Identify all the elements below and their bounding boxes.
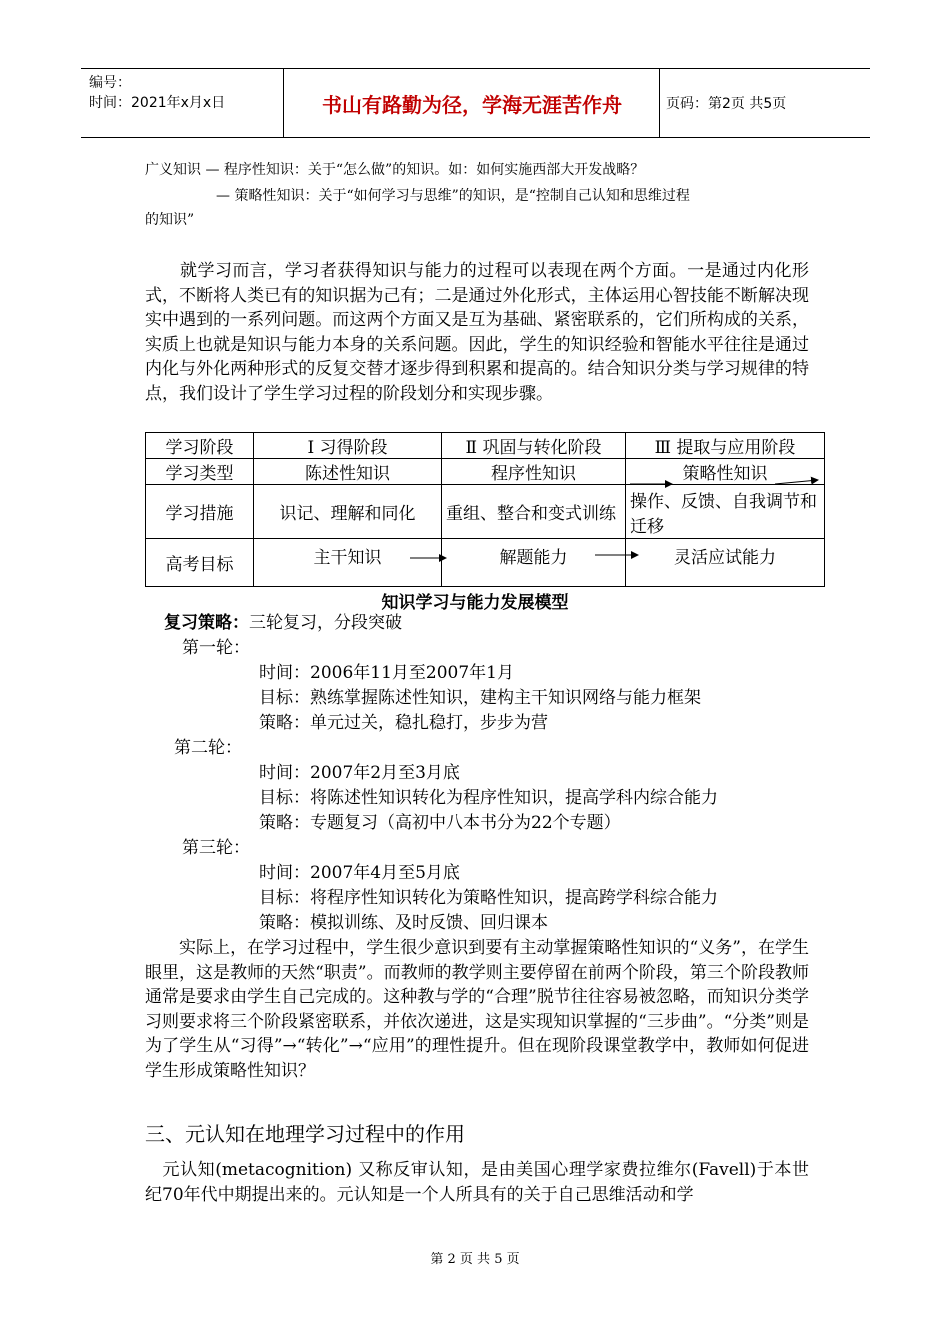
table-cell: Ⅲ 提取与应用阶段: [626, 433, 825, 459]
table-caption: 知识学习与能力发展模型: [381, 593, 569, 613]
table-cell: 学习类型: [146, 459, 254, 485]
round2-time: 时间：2007年2月至3月底: [259, 763, 460, 783]
review-label: 复习策略：: [164, 613, 249, 633]
round1-strategy: 策略：单元过关，稳扎稳打，步步为营: [259, 713, 548, 733]
table-cell: 策略性知识: [626, 459, 825, 485]
metacognition-paragraph: 元认知(metacognition) 又称反审认知，是由美国心理学家费拉维尔(Favell)于本世纪70年代中期提出来的。元认知是一个人所具有的关于自己思维活动和学: [145, 1160, 809, 1205]
round1-time: 时间：2006年11月至2007年1月: [259, 663, 514, 683]
round3-goal: 目标：将程序性知识转化为策略性知识，提高跨学科综合能力: [259, 888, 718, 908]
page-footer: 第 2 页 共 5 页: [430, 1252, 520, 1267]
intro-paragraph: 就学习而言，学习者获得知识与能力的过程可以表现在两个方面。一是通过内化形式，不断将人类已有的知识据为己有；二是通过外化形式，主体运用心智技能不断解决现实中遇到的一系列问题。而这两个方面又是互为基础、紧密联系的，它们所构成的关系，实质上也就是知识与能力本身的关系问题。因此，学生的知识经验和智能水平往往是通过内化与外化两种形式的反复交替才逐步得到积累和提高的。结合知识分类与学习规律的特点，我们设计了学生学习过程的阶段划分和实现步骤。: [145, 261, 809, 404]
round2-goal: 目标：将陈述性知识转化为程序性知识，提高学科内综合能力: [259, 788, 718, 808]
knowledge-strategic-1: — 策略性知识：关于“如何学习与思维”的知识，是“控制自己认知和思维过程: [216, 188, 690, 204]
round2-strategy: 策略：专题复习（高初中八本书分为22个专题）: [259, 813, 621, 833]
header-motto: 书山有路勤为径，学海无涯苦作舟: [322, 92, 622, 117]
round3-time: 时间：2007年4月至5月底: [259, 863, 460, 883]
table-cell: 灵活应试能力: [626, 539, 825, 587]
knowledge-strategic-2: 的知识”: [145, 212, 195, 228]
arrow-icon: [775, 480, 818, 484]
knowledge-broad: 广义知识 — 程序性知识：关于“怎么做”的知识。如：如何实施西部大开发战略？: [145, 162, 645, 178]
header-page-number: 页码：第2页 共5页: [666, 96, 787, 112]
header-date: 时间：2021年x月x日: [89, 95, 226, 111]
table-cell: 陈述性知识: [254, 459, 442, 485]
table-cell: 解题能力: [442, 539, 626, 587]
review-strategy: [164, 611, 402, 635]
table-cell: 识记、理解和同化: [254, 485, 442, 539]
table-cell: 程序性知识: [442, 459, 626, 485]
practice-paragraph: 实际上，在学习过程中，学生很少意识到要有主动掌握策略性知识的“义务”，在学生眼里，这是教师的天然“职责”。而教师的教学则主要停留在前两个阶段，第三个阶段教师通常是要求由学生自己完成的。这种教与学的“合理”脱节往往容易被忽略，而知识分类学习则要求将三个阶段紧密联系，并依次递进，这是实现知识掌握的“三步曲”。“分类”则是为了学生从“习得”→“转化”→“应用”的理性提升。但在现阶段课堂教学中，教师如何促进学生形成策略性知识？: [145, 938, 809, 1081]
round2-title: 第二轮：: [174, 738, 242, 758]
review-summary: 三轮复习，分段突破: [249, 613, 402, 633]
header-number: 编号：: [89, 75, 131, 91]
table-cell: 学习措施: [146, 485, 254, 539]
round1-title: 第一轮：: [182, 638, 250, 658]
table-cell: 操作、反馈、自我调节和迁移: [626, 485, 825, 539]
round3-strategy: 策略：模拟训练、及时反馈、回归课本: [259, 913, 548, 933]
table-cell: Ⅱ 巩固与转化阶段: [442, 433, 626, 459]
table-cell: 主干知识: [254, 539, 442, 587]
round1-goal: 目标：熟练掌握陈述性知识，建构主干知识网络与能力框架: [259, 688, 701, 708]
table-cell: 高考目标: [146, 539, 254, 587]
table-cell: 学习阶段: [146, 433, 254, 459]
table-cell: 重组、整合和变式训练: [442, 485, 626, 539]
section-heading: 三、元认知在地理学习过程中的作用: [145, 1122, 465, 1146]
round3-title: 第三轮：: [182, 838, 250, 858]
table-cell: Ⅰ 习得阶段: [254, 433, 442, 459]
